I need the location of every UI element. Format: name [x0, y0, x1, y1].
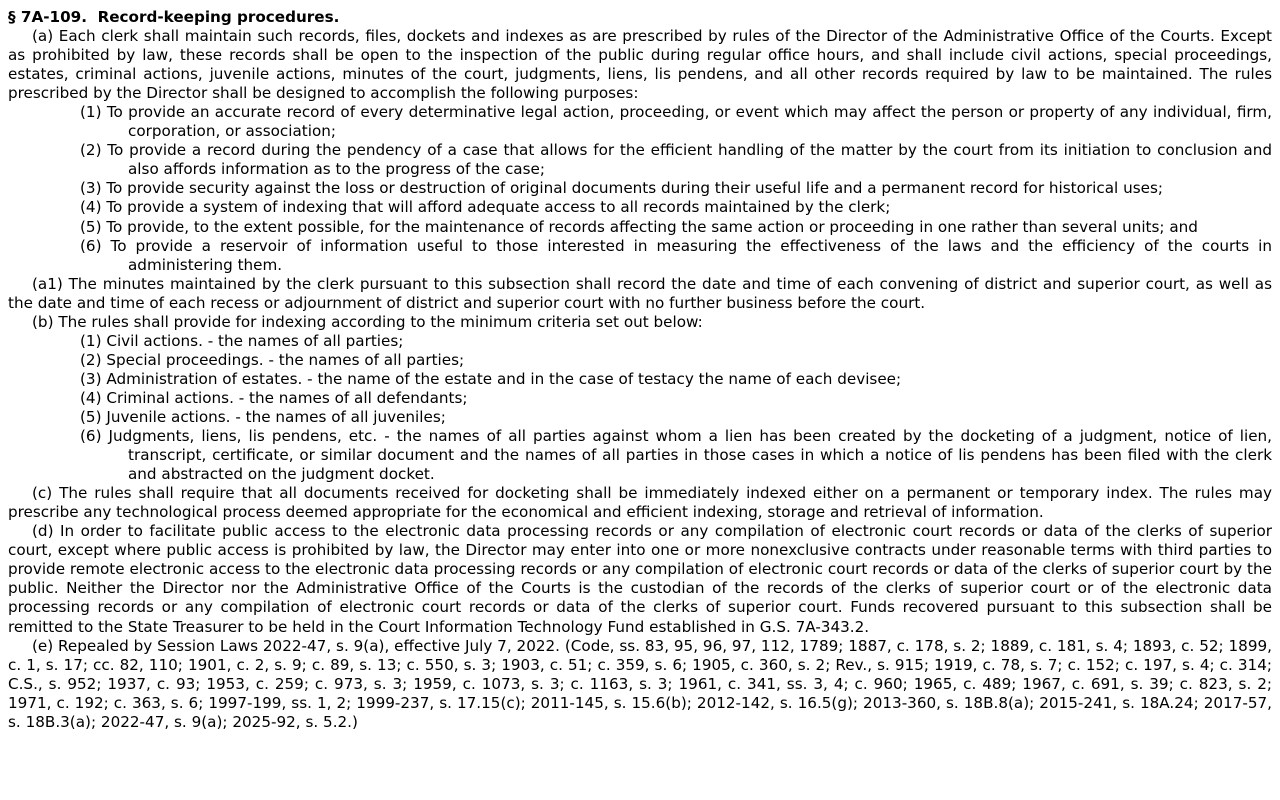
statute-document: [8, 8, 1272, 732]
subsection-a-item-1: (1) To provide an accurate record of every determinative legal action, proceeding, or event which may affect the person or property of any individual, firm, corporation, or association;: [80, 103, 1272, 141]
subsection-e-history: (e) Repealed by Session Laws 2022-47, s. 9(a), effective July 7, 2022. (Code, ss. 83, 95, 96, 97, 112, 1789; 1887, c. 178, s. 2; 1889, c. 181, s. 4; 1893, c. 52; 1899, c. 1, s. 17; cc. 82, 110; 1901, c. 2, s. 9; c. 89, s. 13; c. 550, s. 3; 1903, c. 51; c. 359, s. 6; 1905, c. 360, s. 2; Rev., s. 915; 1919, c. 78, s. 7; c. 152; c. 197, s. 4; c. 314; C.S., s. 952; 1937, c. 93; 1953, c. 259; c. 973, s. 3; 1959, c. 1073, s. 3; c. 1163, s. 3; 1961, c. 341, ss. 3, 4; c. 960; 1965, c. 489; 1967, c. 691, s. 39; c. 823, s. 2; 1971, c. 192; c. 363, s. 6; 1997-199, ss. 1, 2; 1999-237, s. 17.15(c); 2011-145, s. 15.6(b); 2012-142, s. 16.5(g); 2013-360, s. 18B.8(a); 2015-241, s. 18A.24; 2017-57, s. 18B.3(a); 2022-47, s. 9(a); 2025-92, s. 5.2.): [8, 636, 1272, 731]
section-heading: [8, 8, 1272, 27]
subsection-a-item-5: (5) To provide, to the extent possible, for the maintenance of records affecting the same action or proceeding in one rather than several units; and: [80, 217, 1198, 236]
subsection-d: (d) In order to facilitate public access to the electronic data processing records or any compilation of electronic court records or data of the clerks of superior court, except where public access is prohibited by law, the Director may enter into one or more nonexclusive contracts under reasonable terms with third parties to provide remote electronic access to the electronic data processing records or any compilation of electronic court records or data of the clerks of superior court by the public. Neither the Director nor the Administrative Office of the Courts is the custodian of the records of the clerks of superior court or of the electronic data processing records or any compilation of electronic court records or data of the clerks of superior court. Funds recovered pursuant to this subsection shall be remitted to the State Treasurer to be held in the Court Information Technology Fund established in G.S. 7A-343.2.: [8, 522, 1272, 636]
subsection-b-item-1: (1) Civil actions. - the names of all parties;: [80, 331, 404, 350]
subsection-b-item-6: (6) Judgments, liens, lis pendens, etc. - the names of all parties against whom a lien has been created by the docketing of a judgment, notice of lien, transcript, certificate, or similar document and the names of all parties in those cases in which a notice of lis pendens has been filed with the clerk and abstracted on the judgment docket.: [80, 427, 1272, 484]
subsection-a-item-3: (3) To provide security against the loss or destruction of original documents during their useful life and a permanent record for historical uses;: [80, 179, 1163, 198]
subsection-b-item-5: (5) Juvenile actions. - the names of all juveniles;: [80, 407, 446, 426]
subsection-b: (b) The rules shall provide for indexing according to the minimum criteria set out below:: [32, 312, 703, 331]
section-number: § 7A-109.: [8, 8, 87, 26]
subsection-a: (a) Each clerk shall maintain such records, files, dockets and indexes as are prescribed by rules of the Director of the Administrative Office of the Courts. Except as prohibited by law, these records shall be open to the inspection of the public during regular office hours, and shall include civil actions, special proceedings, estates, criminal actions, juvenile actions, minutes of the court, judgments, liens, lis pendens, and all other records required by law to be maintained. The rules prescribed by the Director shall be designed to accomplish the following purposes:: [8, 27, 1272, 103]
subsection-a1: (a1) The minutes maintained by the clerk pursuant to this subsection shall record the date and time of each convening of district and superior court, as well as the date and time of each recess or adjournment of district and superior court with no further business before the court.: [8, 274, 1272, 312]
subsection-a-item-2: (2) To provide a record during the pendency of a case that allows for the efficient handling of the matter by the court from its initiation to conclusion and also affords information as to the progress of the case;: [80, 141, 1272, 179]
subsection-b-item-3: (3) Administration of estates. - the name of the estate and in the case of testacy the name of each devisee;: [80, 369, 902, 388]
subsection-b-item-2: (2) Special proceedings. - the names of all parties;: [80, 350, 465, 369]
section-title: Record-keeping procedures.: [97, 8, 340, 26]
subsection-a-item-4: (4) To provide a system of indexing that will afford adequate access to all records maintained by the clerk;: [80, 198, 891, 217]
subsection-c: (c) The rules shall require that all documents received for docketing shall be immediately indexed either on a permanent or temporary index. The rules may prescribe any technological process deemed appropriate for the economical and efficient indexing, storage and retrieval of information.: [8, 484, 1272, 522]
subsection-b-item-4: (4) Criminal actions. - the names of all defendants;: [80, 388, 468, 407]
subsection-a-item-6: (6) To provide a reservoir of information useful to those interested in measuring the effectiveness of the laws and the efficiency of the courts in administering them.: [80, 236, 1272, 274]
